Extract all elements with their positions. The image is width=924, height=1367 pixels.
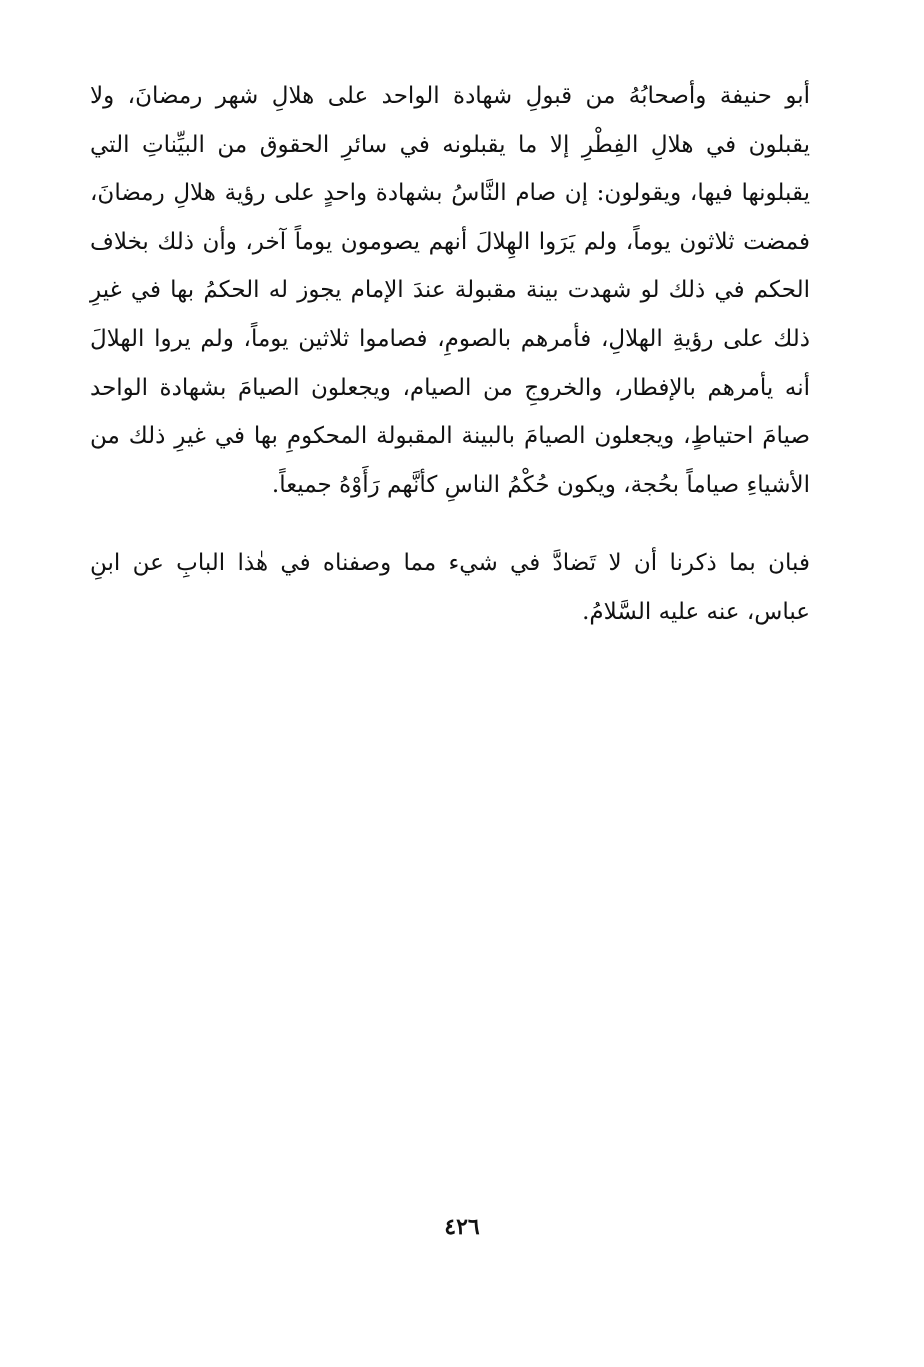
paragraph-1: أبو حنيفة وأصحابُهُ من قبولِ شهادة الواحد على هلالِ شهر رمضانَ، ولا يقبلون في هلالِ الفِطْرِ إلا ما يقبلونه في سائرِ الحقوق من البيِّناتِ التي يقبلونها فيها، ويقولون: إن صام النَّاسُ بشهادة واحدٍ على رؤية هلالِ رمضانَ، فمضت ثلاثون يوماً، ولم يَرَوا الهِلالَ أنهم يصومون يوماً آخر، وأن ذلك بخلاف الحكم في ذلك لو شهدت بينة مقبولة عندَ الإمام يجوز له الحكمُ بها في غيرِ ذلك على رؤيةِ الهلالِ، فأمرهم بالصومِ، فصاموا ثلاثين يوماً، ولم يروا الهلالَ أنه يأمرهم بالإفطار، والخروجِ من الصيام، ويجعلون الصيامَ بشهادة الواحد صيامَ احتياطٍ، ويجعلون الصيامَ بالبينة المقبولة المحكومِ بها في غيرِ ذلك من الأشياءِ صياماً بحُجة، ويكون حُكْمُ الناسِ كأنَّهم رَأَوْهُ جميعاً. [90, 83, 810, 498]
paragraph-2: فبان بما ذكرنا أن لا تَضادَّ في شيء مما وصفناه في هٰذا البابِ عن ابنِ عباس، عنه عليه السَّلامُ. [90, 550, 810, 625]
page-number: ٤٢٦ [444, 1214, 480, 1240]
body-text [90, 72, 810, 637]
